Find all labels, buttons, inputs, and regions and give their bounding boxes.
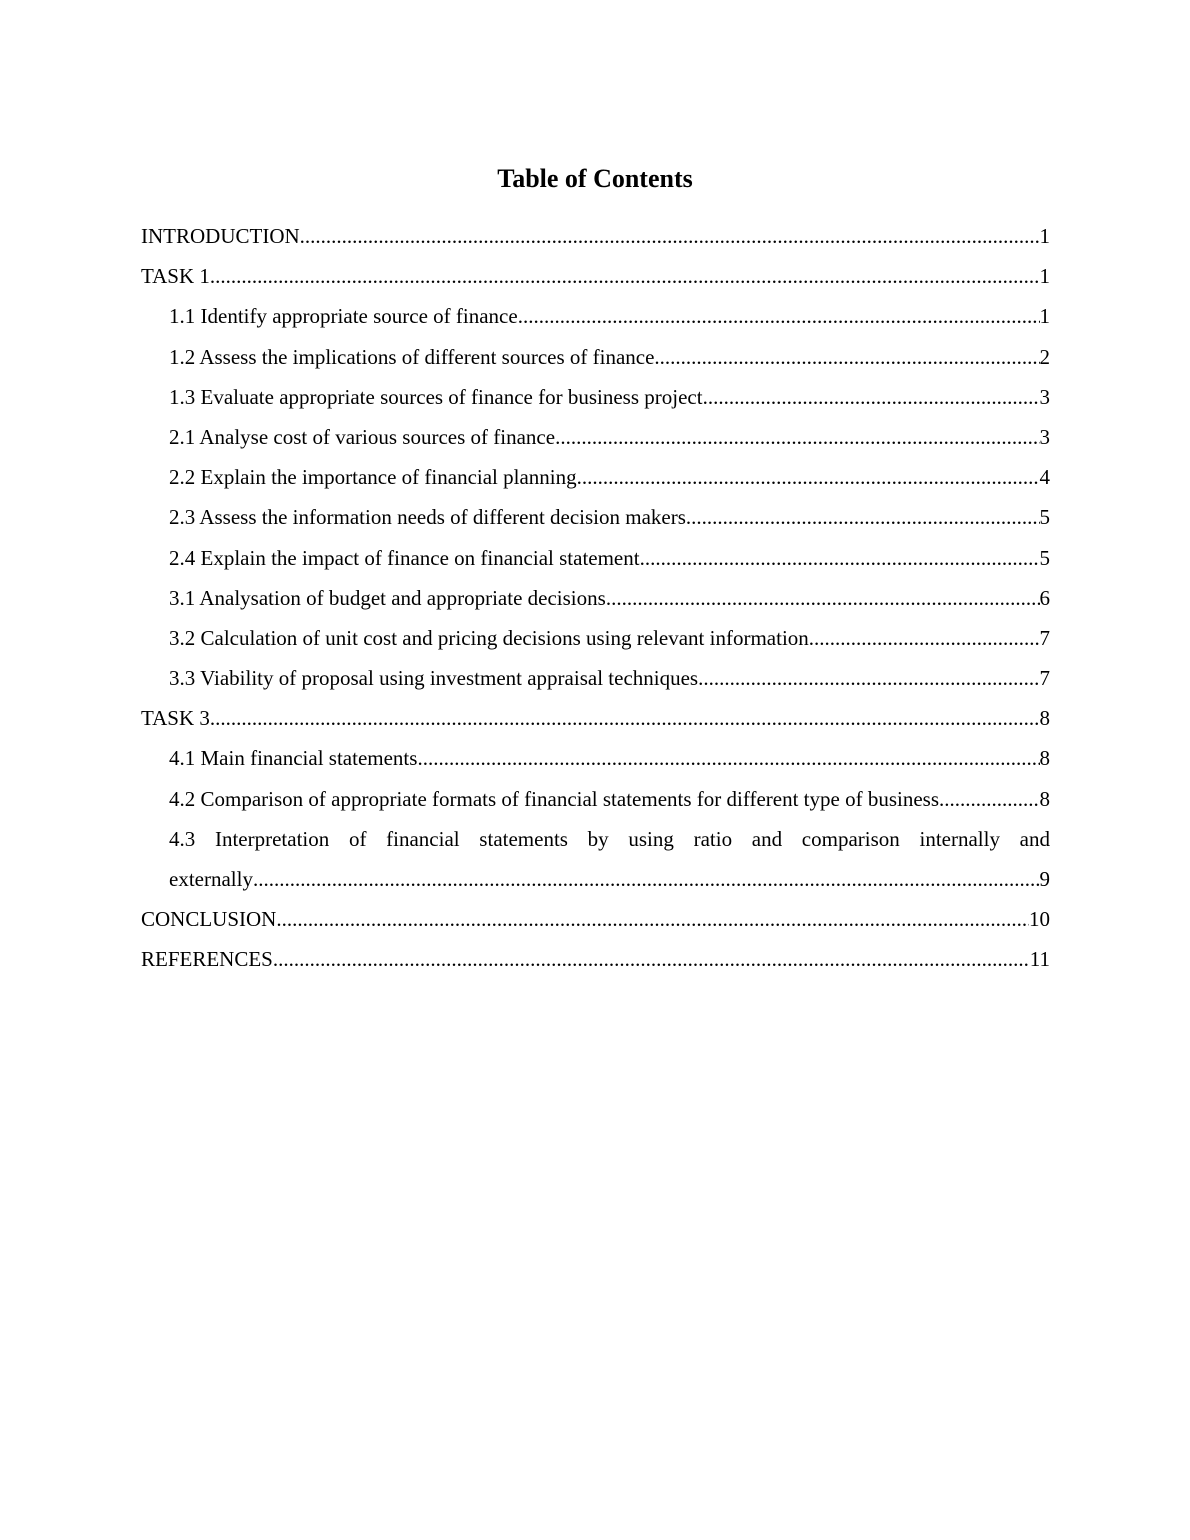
toc-dot-leader [809, 618, 1040, 658]
toc-entry-1-1[interactable] [141, 296, 1050, 336]
toc-entry-page: 3 [1039, 384, 1050, 409]
toc-entry-label: TASK 1 [141, 264, 210, 289]
toc-entry-label: 4.1 Main financial statements [169, 746, 418, 771]
toc-entry-2-2[interactable] [141, 457, 1050, 497]
toc-entry-2-4[interactable] [141, 538, 1050, 578]
toc-entry-page: 9 [1039, 867, 1050, 891]
toc-dot-leader [210, 256, 1040, 296]
toc-entry-page: 5 [1039, 505, 1050, 530]
toc-entry-page: 7 [1039, 666, 1050, 691]
toc-dot-leader [703, 377, 1040, 417]
toc-entry-4-3[interactable] [141, 819, 1050, 899]
toc-entry-label: 1.2 Assess the implications of different sources of finance [169, 344, 655, 369]
toc-entry-label: INTRODUCTION [141, 224, 300, 248]
toc-entry-page: 6 [1039, 585, 1050, 610]
toc-entry-page: 4 [1039, 465, 1050, 490]
toc-dot-leader [253, 859, 1040, 899]
toc-entry-label: 2.3 Assess the information needs of different decision makers [169, 505, 686, 530]
toc-entry-page: 8 [1039, 706, 1050, 731]
toc-entry-label: 3.1 Analysation of budget and appropriate decisions [169, 585, 606, 610]
toc-title: Table of Contents [497, 164, 693, 193]
toc-entry-4-1[interactable] [141, 738, 1050, 778]
toc-entry-label: 2.1 Analyse cost of various sources of finance [169, 424, 556, 449]
toc-entry-page: 2 [1039, 344, 1050, 369]
toc-dot-leader [300, 216, 1040, 256]
toc-entry-1-3[interactable] [141, 377, 1050, 417]
toc-entry-1-2[interactable] [141, 337, 1050, 377]
toc-entry-label: 1.3 Evaluate appropriate sources of finance for business project [169, 384, 703, 409]
toc-entry-page: 3 [1039, 424, 1050, 449]
toc-entry-label: 2.2 Explain the importance of financial planning [169, 465, 577, 490]
toc-entry-page: 1 [1039, 264, 1050, 289]
toc-entry-introduction[interactable] [141, 216, 1050, 256]
toc-entry-page: 8 [1039, 746, 1050, 771]
toc-dot-leader [273, 939, 1030, 979]
toc-dot-leader [577, 457, 1040, 497]
toc-dot-leader [518, 296, 1040, 336]
toc-entry-4-2[interactable] [141, 779, 1050, 819]
toc-entry-page: 5 [1039, 545, 1050, 570]
toc-entry-2-3[interactable] [141, 497, 1050, 537]
toc-entry-page: 7 [1039, 625, 1050, 650]
toc-list [141, 216, 1050, 980]
toc-entry-label: 1.1 Identify appropriate source of finance [169, 304, 518, 329]
toc-dot-leader [555, 417, 1039, 457]
toc-entry-3-2[interactable] [141, 618, 1050, 658]
toc-entry-label: 3.3 Viability of proposal using investment appraisal techniques [169, 666, 699, 691]
toc-entry-label-line-1: 4.3 Interpretation of financial statements by using ratio and comparison internally and [169, 826, 1050, 851]
toc-entry-3-1[interactable] [141, 578, 1050, 618]
toc-entry-page: 1 [1039, 224, 1050, 248]
toc-entry-3-3[interactable] [141, 658, 1050, 698]
toc-dot-leader [944, 779, 1039, 819]
toc-dot-leader [698, 658, 1039, 698]
toc-entry-page: 11 [1029, 947, 1050, 972]
toc-entry-task-1[interactable] [141, 256, 1050, 296]
toc-entry-label: 2.4 Explain the impact of finance on financial statement [169, 545, 640, 570]
toc-entry-references[interactable] [141, 939, 1050, 979]
toc-entry-page: 8 [1039, 786, 1050, 811]
toc-entry-label: 3.2 Calculation of unit cost and pricing decisions using relevant information [169, 625, 809, 650]
toc-entry-page: 1 [1039, 304, 1050, 329]
toc-entry-2-1[interactable] [141, 417, 1050, 457]
toc-dot-leader [417, 738, 1039, 778]
toc-entry-label-line-2: externally [169, 867, 253, 891]
toc-entry-task-3[interactable] [141, 698, 1050, 738]
toc-dot-leader [654, 337, 1039, 377]
toc-dot-leader [210, 698, 1040, 738]
toc-entry-label-line-2-row [169, 859, 1050, 899]
toc-entry-conclusion[interactable] [141, 899, 1050, 939]
toc-dot-leader [640, 538, 1040, 578]
toc-entry-label: 4.2 Comparison of appropriate formats of financial statements for different type of business. [169, 786, 945, 811]
toc-entry-label: REFERENCES [141, 947, 273, 972]
toc-entry-page: 10 [1029, 907, 1050, 932]
toc-dot-leader [606, 578, 1040, 618]
toc-entry-label: CONCLUSION [141, 907, 277, 932]
toc-dot-leader [686, 497, 1040, 537]
toc-dot-leader [276, 899, 1029, 939]
toc-entry-label: TASK 3 [141, 706, 210, 731]
